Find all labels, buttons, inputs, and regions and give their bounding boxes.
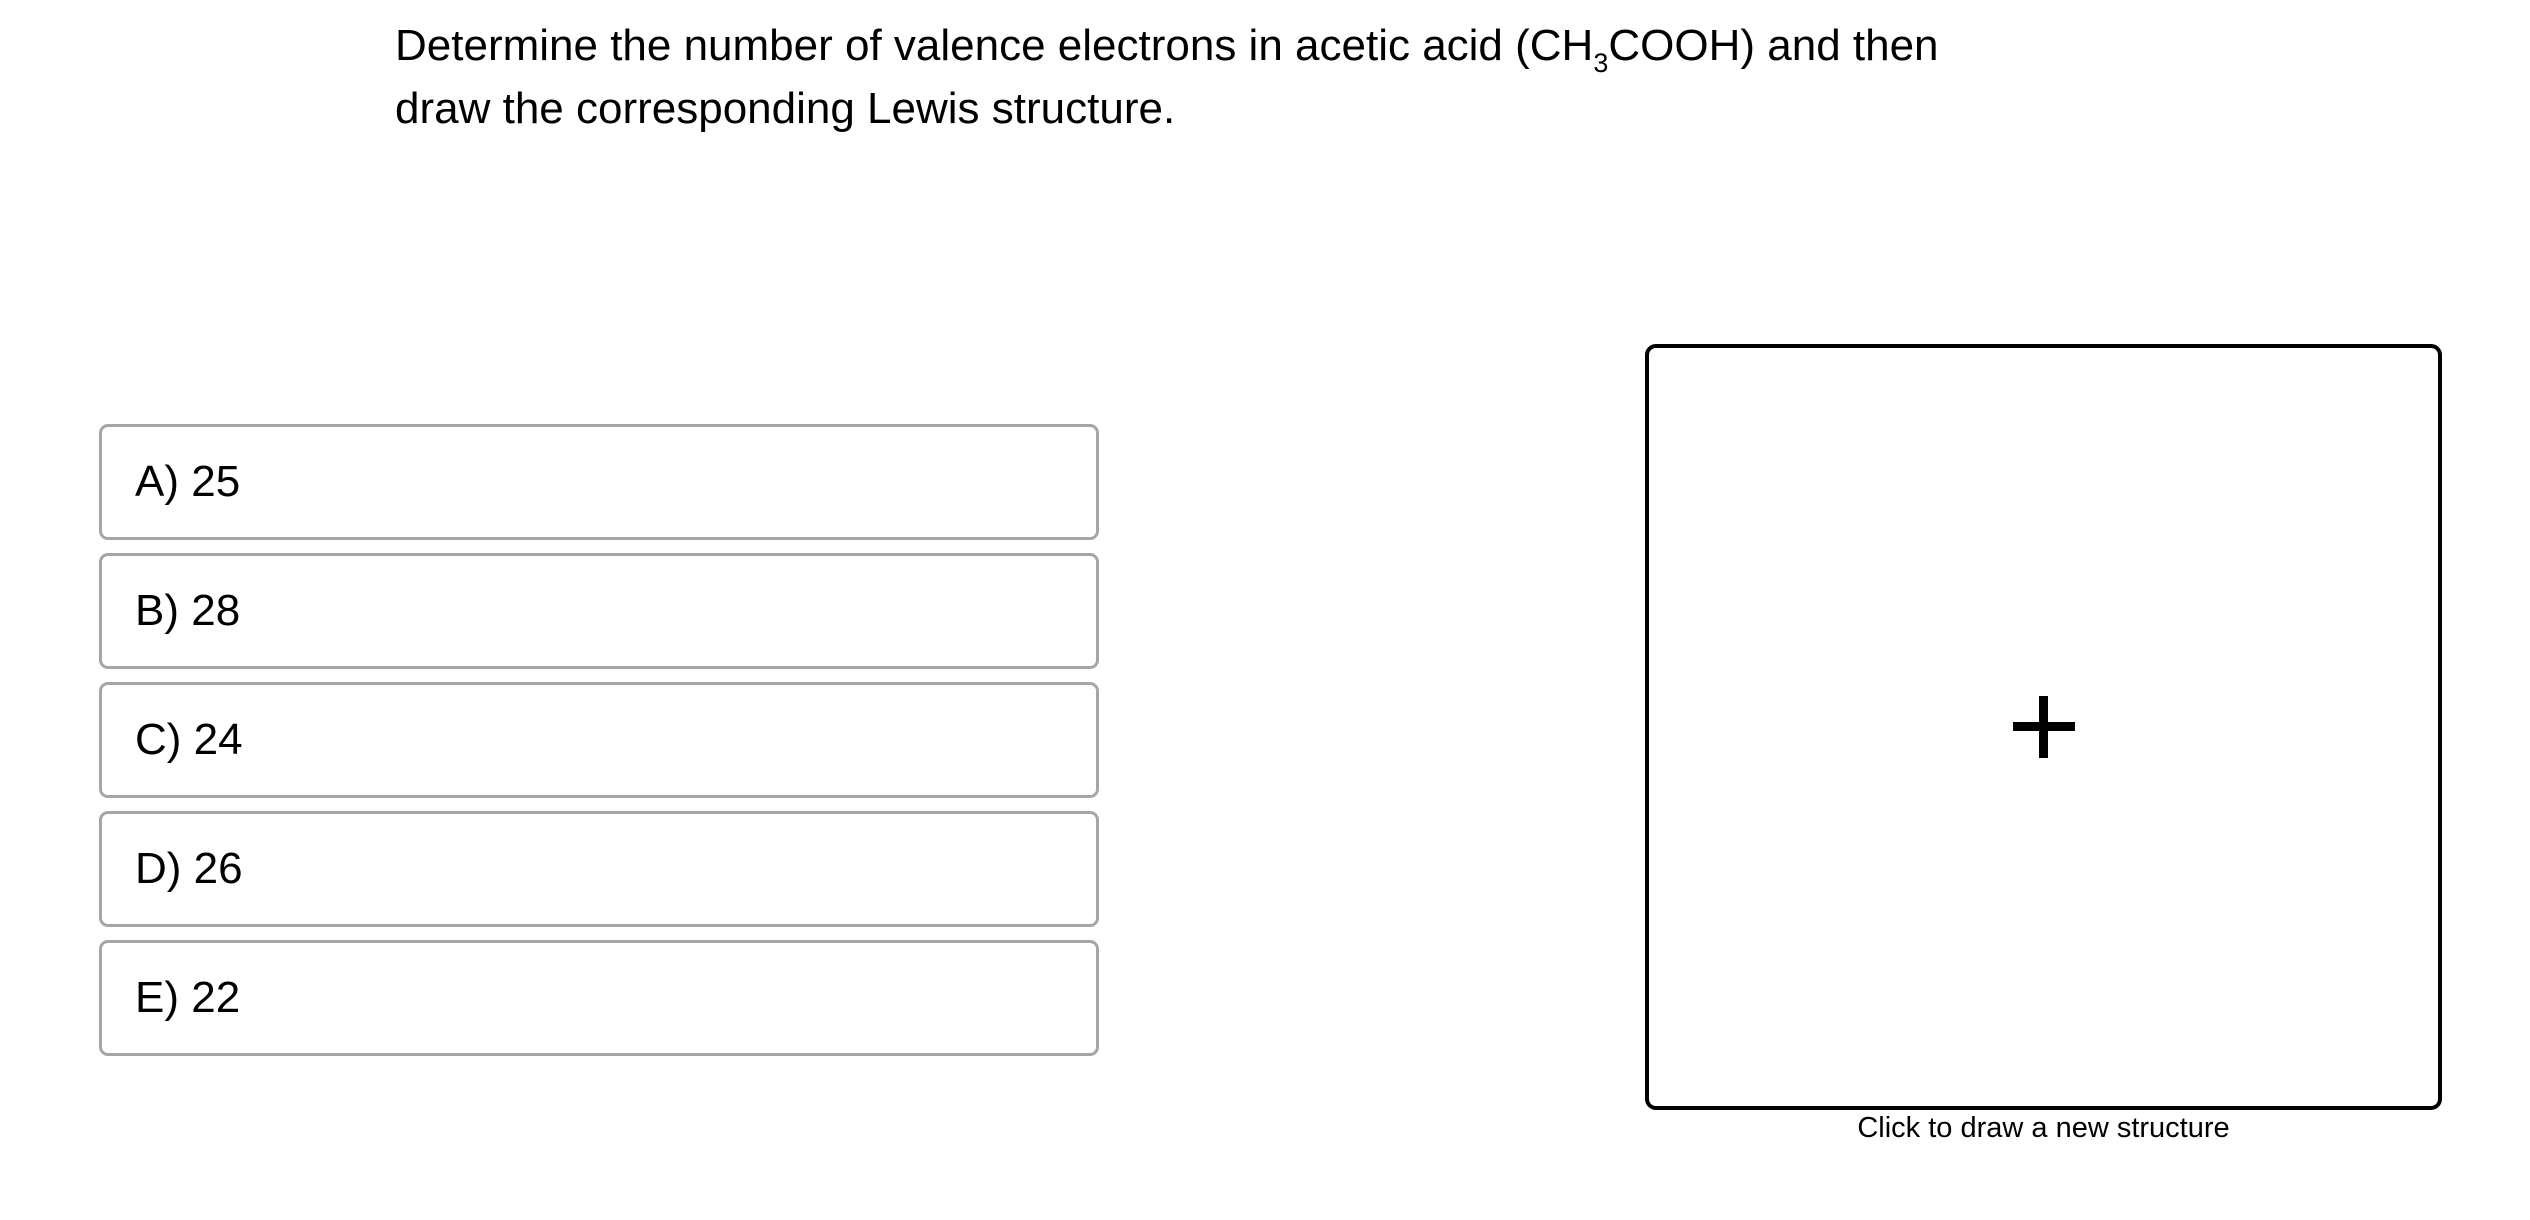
answer-choices [99,424,1099,1069]
choice-e[interactable] [99,940,1099,1056]
question-subscript: 3 [1593,48,1609,78]
choice-d[interactable] [99,811,1099,927]
draw-structure-caption: Click to draw a new structure [1857,1112,2230,1144]
choice-b-label: B) 28 [135,586,241,635]
draw-structure-area[interactable] [1645,344,2442,1110]
choice-c-label: C) 24 [135,715,243,764]
question-text-part-2: COOH) and then draw the corresponding Lewis structure. [395,21,1939,133]
question-text-part-1: Determine the number of valence electrons in acetic acid (CH [395,21,1594,70]
choice-c[interactable] [99,682,1099,798]
choice-d-label: D) 26 [135,844,243,893]
question-text [395,14,2015,140]
choice-b[interactable] [99,553,1099,669]
plus-icon [2013,696,2075,758]
choice-a[interactable] [99,424,1099,540]
choice-a-label: A) 25 [135,457,241,506]
choice-e-label: E) 22 [135,973,241,1022]
